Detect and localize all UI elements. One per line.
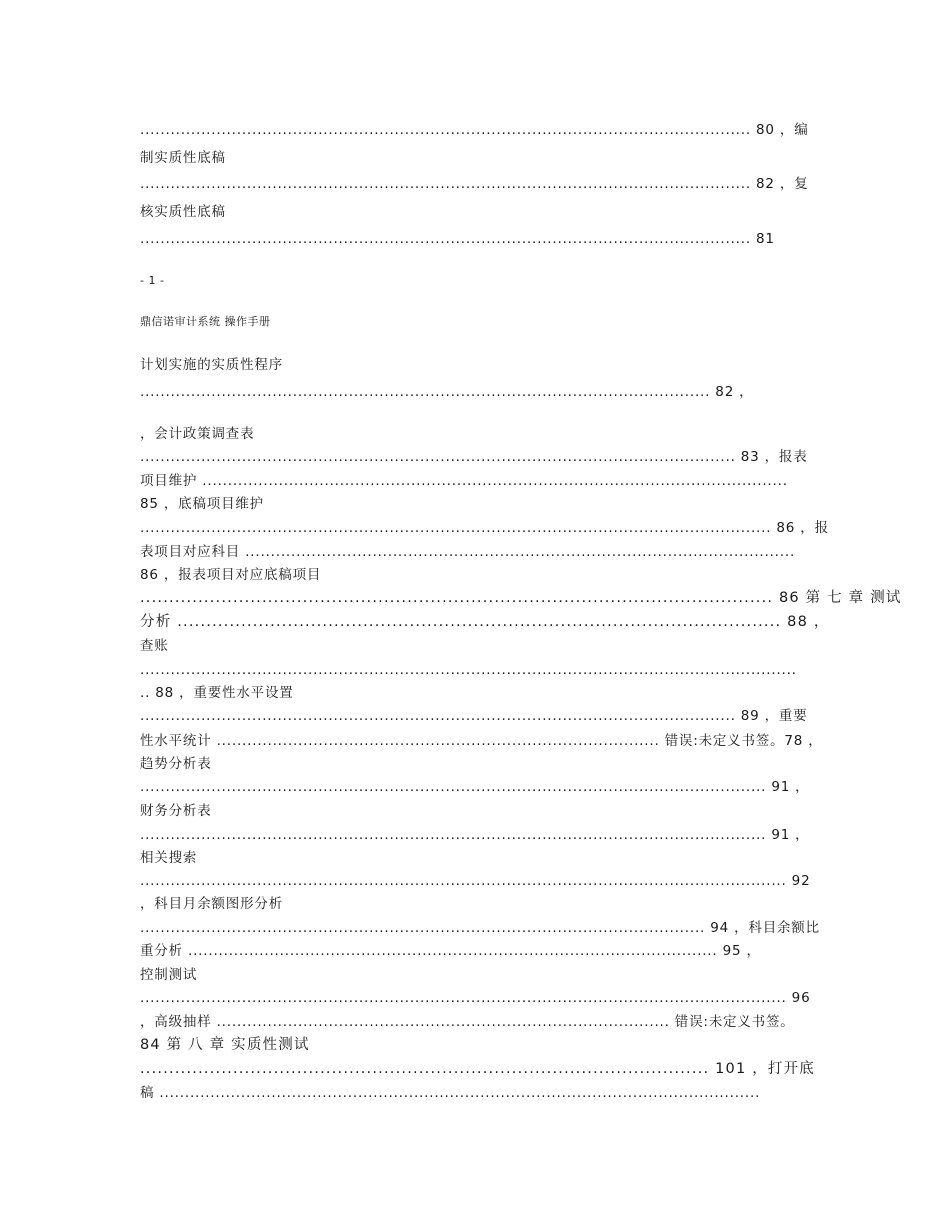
toc-line-34: 84 第 八 章 实质性测试 <box>140 1037 310 1053</box>
toc-line-27: ............................................................................................................................... 92 <box>140 873 811 889</box>
toc-line-3: ........................................................................................................................ 82 ，复 <box>140 176 809 192</box>
toc-line-16: 分析 ........................................................................................................ 88 ， <box>140 614 830 630</box>
page-number: - 1 - <box>140 274 165 287</box>
toc-line-17: 查账 <box>140 638 169 654</box>
toc-line-30: 重分析 ........................................................................................................ 95 ， <box>140 943 761 959</box>
header-title: 鼎信诺审计系统 操作手册 <box>140 315 271 328</box>
toc-line-33: ，高级抽样 ......................................................................................... 错误:未定义书签。 <box>140 1014 795 1030</box>
toc-line-29: ............................................................................................................... 94 ，科目余额比 <box>140 920 820 936</box>
toc-line-20: ..................................................................................................................... 89 ，重要 <box>140 708 808 724</box>
toc-line-7: ................................................................................................................ 82 ， <box>140 384 754 400</box>
toc-line-8: ，会计政策调查表 <box>140 426 255 442</box>
toc-line-26: 相关搜索 <box>140 850 198 866</box>
toc-line-12: ............................................................................................................................ 86 ，报 <box>140 520 829 536</box>
toc-line-36: 稿 ...................................................................................................................... <box>140 1085 761 1101</box>
toc-line-32: ............................................................................................................................... 96 <box>140 990 811 1006</box>
toc-line-22: 趋势分析表 <box>140 756 212 772</box>
toc-line-2: 制实质性底稿 <box>140 150 226 166</box>
toc-line-13: 表项目对应科目 ............................................................................................................ <box>140 544 796 560</box>
toc-line-15: ............................................................................................................. 86 第 七 章 测试 <box>140 590 902 606</box>
toc-line-25: ........................................................................................................................... 91 ， <box>140 827 810 843</box>
toc-line-14: 86 ，报表项目对应底稿项目 <box>140 567 322 583</box>
toc-line-4: 核实质性底稿 <box>140 204 226 220</box>
toc-line-6: 计划实施的实质性程序 <box>140 357 283 373</box>
toc-line-19: .. 88 ，重要性水平设置 <box>140 685 294 701</box>
toc-line-28: ，科目月余额图形分析 <box>140 896 283 912</box>
toc-line-23: ........................................................................................................................... 91 ， <box>140 779 810 795</box>
toc-line-35: .................................................................................................. 101 ，打开底 <box>140 1061 815 1077</box>
toc-line-1: ........................................................................................................................ 80 ，编 <box>140 122 809 138</box>
toc-line-11: 85 ，底稿项目维护 <box>140 496 264 512</box>
toc-line-21: 性水平统计 ....................................................................................... 错误:未定义书签。78 ， <box>140 733 823 749</box>
toc-line-18: ................................................................................................................................. <box>140 662 797 678</box>
toc-line-24: 财务分析表 <box>140 803 212 819</box>
toc-line-10: 项目维护 ................................................................................................................... <box>140 473 788 489</box>
toc-line-5: ........................................................................................................................ 81 <box>140 231 775 247</box>
toc-line-31: 控制测试 <box>140 967 198 983</box>
toc-line-9: ..................................................................................................................... 83 ，报表 <box>140 449 808 465</box>
